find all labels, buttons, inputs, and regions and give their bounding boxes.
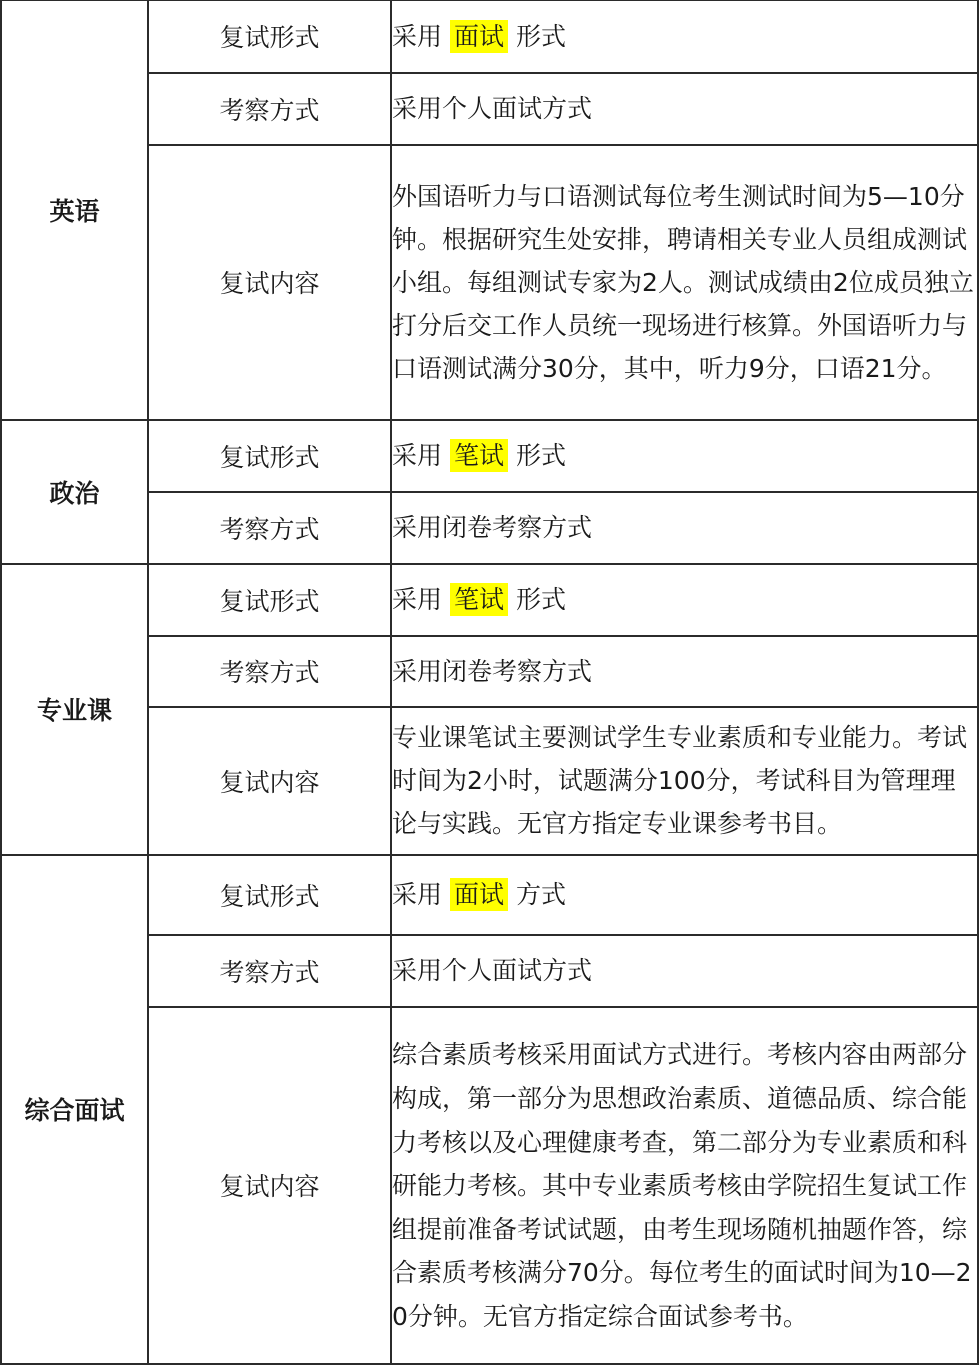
highlight-mark: 面试 [450, 20, 508, 53]
item-value: 专业课笔试主要测试学生专业素质和专业能力。考试时间为2小时，试题满分100分，考试科目为管理理论与实践。无官方指定专业课参考书目。 [391, 707, 978, 855]
table-row [1, 564, 978, 636]
item-value: 采用闭卷考察方式 [391, 636, 978, 707]
item-value: 采用个人面试方式 [391, 73, 978, 145]
subject-cell-major: 专业课 [1, 564, 148, 855]
table-row [1, 1007, 978, 1364]
value-suffix: 形式 [516, 21, 567, 51]
item-value [391, 855, 978, 935]
item-label: 复试内容 [148, 707, 391, 855]
subject-cell-politics: 政治 [1, 420, 148, 564]
subject-cell-interview: 综合面试 [1, 855, 148, 1364]
item-value [391, 420, 978, 492]
item-value [391, 564, 978, 636]
value-suffix: 形式 [516, 441, 567, 470]
item-label: 考察方式 [148, 636, 391, 707]
value-suffix: 形式 [516, 585, 567, 614]
item-value: 综合素质考核采用面试方式进行。考核内容由两部分构成，第一部分为思想政治素质、道德品质、综合能力考核以及心理健康考查，第二部分为专业素质和科研能力考核。其中专业素质考核由学院招生复试工作组提前准备考试试题，由考生现场随机抽题作答，综合素质考核满分70分。每位考生的面试时间为10—20分钟。无官方指定综合面试参考书。 [391, 1007, 978, 1364]
value-suffix: 方式 [516, 880, 567, 909]
highlight-mark: 笔试 [450, 583, 508, 616]
item-value [391, 1, 978, 73]
table-row [1, 145, 978, 420]
table-row [1, 492, 978, 564]
item-value: 采用个人面试方式 [391, 935, 978, 1007]
item-label: 复试形式 [148, 1, 391, 73]
value-prefix: 采用 [392, 21, 443, 51]
item-label: 复试内容 [148, 1007, 391, 1364]
value-prefix: 采用 [392, 880, 443, 909]
item-label: 复试形式 [148, 420, 391, 492]
table-row [1, 1, 978, 73]
table-row [1, 855, 978, 935]
item-label: 考察方式 [148, 492, 391, 564]
item-label: 复试形式 [148, 855, 391, 935]
item-label: 考察方式 [148, 935, 391, 1007]
table-row [1, 707, 978, 855]
highlight-mark: 笔试 [450, 439, 508, 472]
item-label: 复试内容 [148, 145, 391, 420]
value-prefix: 采用 [392, 441, 443, 470]
table-row [1, 73, 978, 145]
highlight-mark: 面试 [450, 878, 508, 911]
item-label: 考察方式 [148, 73, 391, 145]
table-row [1, 935, 978, 1007]
item-value: 采用闭卷考察方式 [391, 492, 978, 564]
value-prefix: 采用 [392, 585, 443, 614]
table-row [1, 636, 978, 707]
subject-cell-english: 英语 [1, 1, 148, 420]
item-label: 复试形式 [148, 564, 391, 636]
item-value: 外国语听力与口语测试每位考生测试时间为5—10分钟。根据研究生处安排，聘请相关专业人员组成测试小组。每组测试专家为2人。测试成绩由2位成员独立打分后交工作人员统一现场进行核算。外国语听力与口语测试满分30分，其中，听力9分，口语21分。 [391, 145, 978, 420]
table-row [1, 420, 978, 492]
